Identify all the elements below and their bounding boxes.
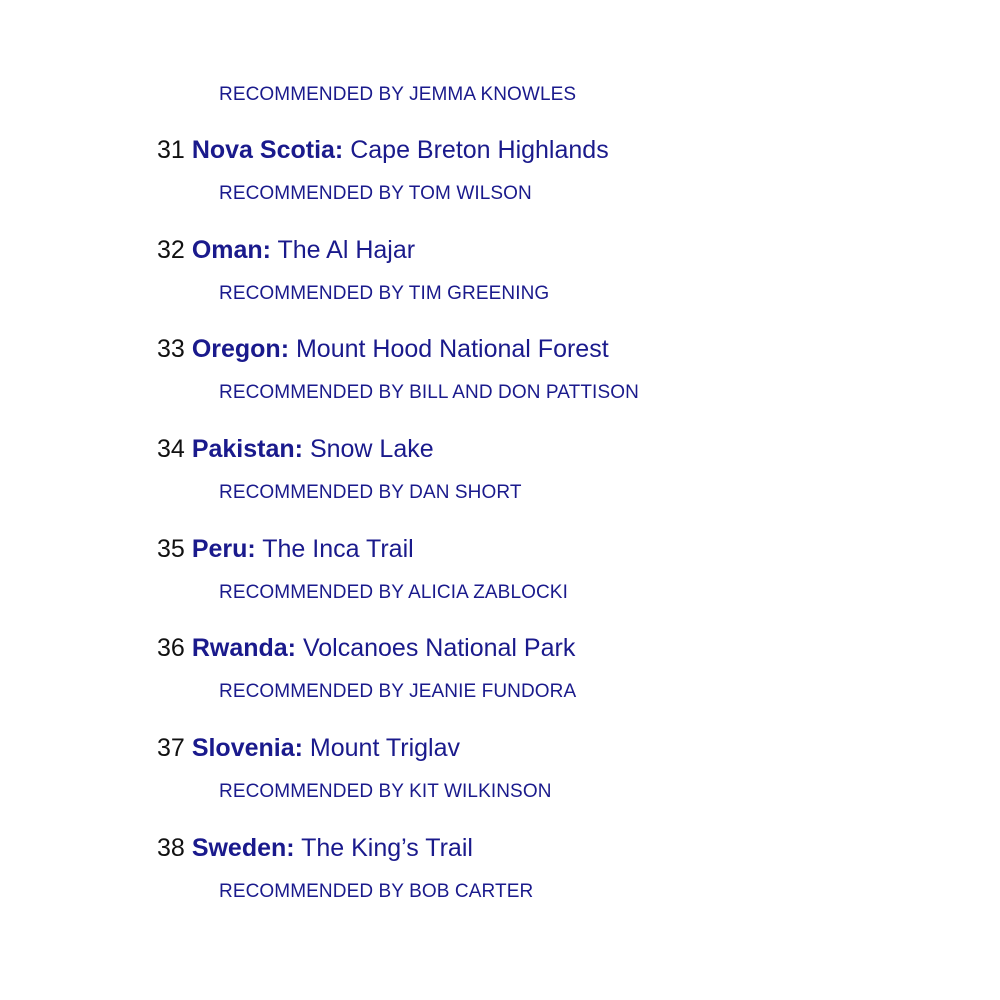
entry-number: 35 — [157, 534, 185, 563]
entry-destination: Mount Hood National Forest — [295, 335, 609, 364]
entry-title — [157, 833, 473, 863]
entry-recommended-by: RECOMMENDED BY JEANIE FUNDORA — [219, 681, 577, 703]
list-item[interactable] — [157, 830, 977, 930]
entry-number: 33 — [157, 335, 185, 364]
entry-place: Pakistan: — [191, 435, 303, 464]
entry-place: Sweden: — [191, 833, 295, 862]
entry-recommended-by: RECOMMENDED BY TOM WILSON — [219, 183, 532, 204]
entry-number: 37 — [157, 734, 185, 763]
entry-recommended-by: RECOMMENDED BY BILL AND DON PATTISON — [219, 382, 639, 404]
entry-number: 34 — [157, 435, 185, 464]
list-item[interactable] — [157, 630, 977, 730]
entry-destination: Mount Triglav — [309, 734, 460, 763]
entry-recommended-by: RECOMMENDED BY BOB CARTER — [219, 880, 534, 902]
entry-title — [157, 135, 609, 165]
entry-destination: The King’s Trail — [301, 833, 473, 862]
entry-destination: Snow Lake — [309, 435, 434, 464]
entry-destination: The Al Hajar — [277, 235, 416, 264]
list-item[interactable] — [157, 531, 977, 631]
entry-number: 31 — [157, 136, 185, 164]
entry-title — [157, 235, 415, 265]
entry-destination: The Inca Trail — [262, 534, 414, 563]
entry-recommended-by: RECOMMENDED BY DAN SHORT — [219, 482, 522, 504]
entry-recommended-by: RECOMMENDED BY TIM GREENING — [219, 282, 550, 304]
entry-recommended-by: RECOMMENDED BY ALICIA ZABLOCKI — [219, 581, 568, 603]
list-item[interactable] — [157, 431, 977, 531]
entry-number: 32 — [157, 235, 185, 264]
entry-destination: Volcanoes National Park — [302, 634, 576, 663]
entry-place: Oregon: — [191, 335, 290, 364]
entries-list — [157, 132, 977, 930]
entry-number: 38 — [157, 833, 185, 862]
entry-place: Slovenia: — [191, 734, 303, 763]
list-item[interactable] — [157, 730, 977, 830]
entry-number: 36 — [157, 634, 185, 663]
entry-place: Oman: — [191, 235, 271, 264]
list-item[interactable] — [157, 132, 977, 232]
list-item[interactable] — [157, 232, 977, 332]
lead-recommendation: RECOMMENDED BY JEMMA KNOWLES — [219, 84, 577, 105]
entry-title — [157, 633, 575, 663]
list-item[interactable] — [157, 331, 977, 431]
entry-recommended-by: RECOMMENDED BY KIT WILKINSON — [219, 781, 552, 803]
entry-place: Rwanda: — [191, 634, 296, 663]
entry-place: Nova Scotia: — [191, 136, 344, 164]
entry-title — [157, 534, 414, 564]
entry-place: Peru: — [191, 534, 256, 563]
entry-title — [157, 733, 460, 763]
entry-destination: Cape Breton Highlands — [350, 136, 609, 164]
entry-title — [157, 334, 609, 364]
entry-title — [157, 434, 434, 464]
